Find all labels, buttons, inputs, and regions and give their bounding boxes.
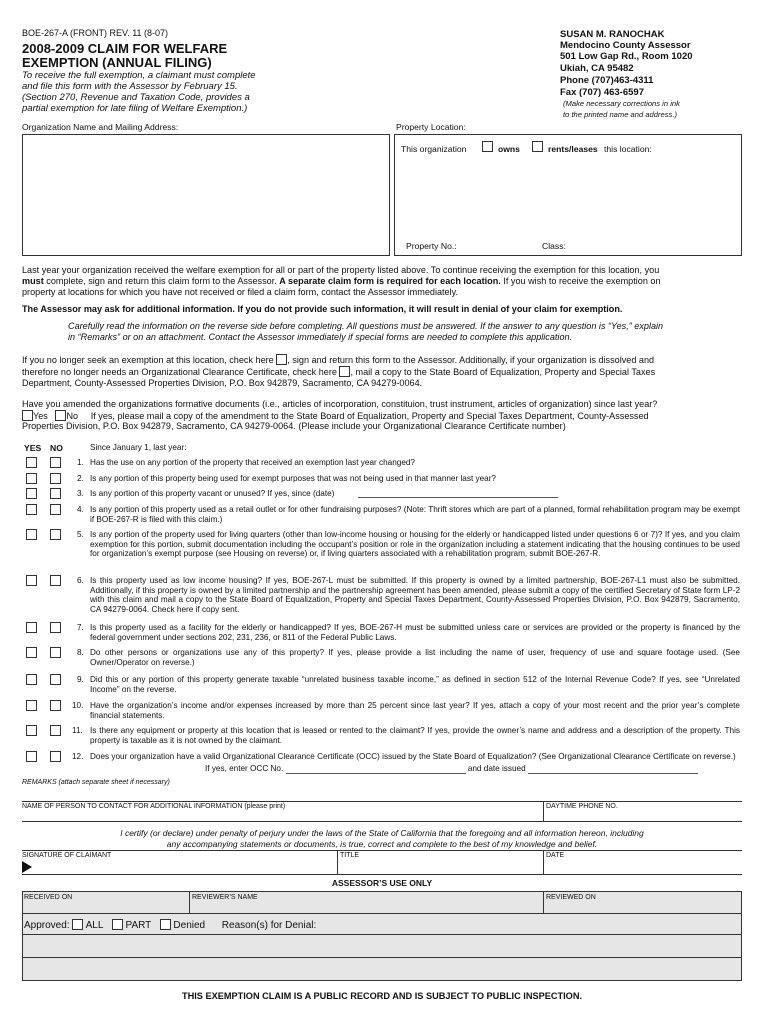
paragraph-5-text-b: If yes, please mail a copy of the amendment to the State Board of Equalization, Property and Special Taxes Department, County-Assessed bbox=[90, 411, 649, 421]
reasons-for-denial-label: Reason(s) for Denial: bbox=[221, 920, 317, 931]
question-text: Do other persons or organizations use any of this property? If yes, please provide a list including the name of user, frequency of use and square footage used. (See Owner/Operator on reverse.) bbox=[90, 648, 740, 667]
question-text: Did this or any portion of this property generate taxable “unrelated business taxable income,” as defined in section 512 of the Internal Revenue Code? If yes, see “Unrelated Income” on the reverse. bbox=[90, 675, 740, 694]
question-12 bbox=[72, 752, 740, 762]
question-6 bbox=[77, 576, 740, 614]
question-number: 9. bbox=[77, 675, 84, 684]
paragraph-1-line-3: property at locations for which you have not received or filed a claim form, contact the Assessor immediately. bbox=[22, 287, 459, 297]
paragraph-4-line-1 bbox=[22, 354, 742, 366]
rents-label: rents/leases bbox=[548, 144, 598, 154]
contact-name-label: NAME OF PERSON TO CONTACT FOR ADDITIONAL INFORMATION (please print) bbox=[22, 803, 286, 810]
dissolved-checkbox[interactable] bbox=[339, 366, 350, 377]
intro-line-4: partial exemption for late filing of Welfare Exemption.) bbox=[22, 103, 248, 114]
assessor-address-1: 501 Low Gap Rd., Room 1020 bbox=[560, 51, 693, 62]
no-column-header: NO bbox=[50, 443, 63, 453]
divider bbox=[22, 957, 742, 958]
class-label: Class: bbox=[542, 241, 566, 251]
amended-yes-checkbox[interactable] bbox=[22, 410, 33, 421]
q12-no-checkbox[interactable] bbox=[50, 751, 61, 762]
assessor-fax: Fax (707) 463-6597 bbox=[560, 87, 644, 98]
q7-yes-checkbox[interactable] bbox=[26, 622, 37, 633]
divider bbox=[543, 850, 544, 874]
q8-no-checkbox[interactable] bbox=[50, 647, 61, 658]
owns-checkbox[interactable] bbox=[482, 141, 493, 152]
q10-no-checkbox[interactable] bbox=[50, 700, 61, 711]
q11-no-checkbox[interactable] bbox=[50, 725, 61, 736]
q7-no-checkbox[interactable] bbox=[50, 622, 61, 633]
divider bbox=[22, 913, 742, 914]
paragraph-5-line-1: Have you amended the organizations formative documents (i.e., articles of incorporation, constituion, trust instrument, articles of organization) since last year? bbox=[22, 399, 658, 409]
certify-line-1: I certify (or declare) under penalty of perjury under the laws of the State of California that the foregoing and all information hereon, including bbox=[120, 828, 644, 838]
divider bbox=[543, 891, 544, 913]
occ-number-field[interactable] bbox=[286, 765, 466, 774]
q5-no-checkbox[interactable] bbox=[50, 529, 61, 540]
paragraph-4-text-b2: , mail a copy to the State Board of Equalization, Property and Special Taxes bbox=[350, 367, 656, 377]
question-number: 12. bbox=[72, 752, 84, 761]
question-text: Does your organization have a valid Organizational Clearance Certificate (OCC) issued by the State Board of Equalization? (See Organizational Clearance Certificate on reverse.) bbox=[90, 752, 736, 761]
question-1 bbox=[77, 458, 740, 468]
no-longer-seek-checkbox[interactable] bbox=[276, 354, 287, 365]
q4-no-checkbox[interactable] bbox=[50, 504, 61, 515]
certify-line-2: any accompanying statements or documents, is true, correct and complete to the best of my knowledge and belief. bbox=[166, 839, 598, 849]
owns-label: owns bbox=[498, 144, 520, 154]
assessor-use-area bbox=[22, 891, 742, 981]
paragraph-4-line-3: Department, County-Assessed Properties Division, P.O. Box 942879, Sacramento, CA 94279-0064. bbox=[22, 378, 423, 388]
question-number: 8. bbox=[77, 648, 84, 657]
paragraph-4-line-2 bbox=[22, 366, 742, 378]
assessors-use-only-heading: ASSESSOR’S USE ONLY bbox=[331, 878, 433, 888]
paragraph-1-text-a: complete, sign and return this claim form to the Assessor. bbox=[46, 276, 277, 286]
denied-checkbox[interactable] bbox=[160, 919, 171, 930]
amended-no-label: No bbox=[66, 411, 79, 421]
sign-here-arrow-icon bbox=[22, 861, 32, 873]
q12-date-issued-text: and date issued bbox=[467, 764, 526, 773]
q12-enter-occ-text: If yes, enter OCC No. bbox=[205, 764, 284, 773]
assessor-title: Mendocino County Assessor bbox=[560, 40, 691, 51]
question-10 bbox=[72, 701, 740, 720]
q3-no-checkbox[interactable] bbox=[50, 488, 61, 499]
question-5 bbox=[77, 530, 740, 559]
org-name-label: Organization Name and Mailing Address: bbox=[22, 122, 179, 132]
question-text: Is this property used as low income housing? If yes, BOE-267-L must be submitted. If this property is owned by a limited partnership, BOE-267-L1 must also be submitted. Additionally, if this property is owned by a limited partnership and the partnership agreement has been amended, please submit a copy of the certified Secretary of State form LP-2 with this claim and mail a copy to the State Board of Equalization, Property and Special Taxes Department, County-Assessed Properties Division, P.O. Box 942879, Sacramento, CA 94279-0064. Check here if copy sent. bbox=[90, 576, 740, 614]
divider bbox=[189, 891, 190, 913]
intro-line-3: (Section 270, Revenue and Taxation Code, provides a bbox=[22, 92, 250, 103]
divider bbox=[22, 934, 742, 935]
signature-label: SIGNATURE OF CLAIMANT bbox=[22, 852, 112, 859]
divider bbox=[22, 801, 742, 802]
approval-row bbox=[24, 919, 316, 932]
q9-yes-checkbox[interactable] bbox=[26, 674, 37, 685]
property-location-label: Property Location: bbox=[396, 122, 466, 132]
date-label: DATE bbox=[546, 852, 565, 859]
title-label: TITLE bbox=[340, 852, 360, 859]
divider bbox=[22, 874, 742, 875]
form-title-line2: EXEMPTION (ANNUAL FILING) bbox=[22, 55, 212, 70]
question-number: 3. bbox=[77, 489, 84, 498]
approved-label: Approved: bbox=[24, 920, 70, 931]
question-text: Is any portion of this property being used for exempt purposes that was not being used in that manner last year? bbox=[90, 474, 496, 483]
all-label: ALL bbox=[85, 920, 104, 931]
question-2 bbox=[77, 474, 740, 484]
occ-date-field[interactable] bbox=[528, 765, 698, 774]
divider bbox=[543, 801, 544, 821]
q3-yes-checkbox[interactable] bbox=[26, 488, 37, 499]
question-text: Is any portion of this property used as a retail outlet or for other fundraising purposes? (Note: Thrift stores which are part of a planned, formal rehabilitation program may be exempt if BOE-267-R is filed with this claim.) bbox=[90, 505, 740, 524]
question-number: 10. bbox=[72, 701, 84, 710]
divider bbox=[22, 821, 742, 822]
question-text: Is any portion of the property used for living quarters (other than low-income housing or housing for the elderly or handicapped listed under questions 6 or 7)? If yes, and you claim exemption for this portion, submit documentation including the occupant’s position or role in the organization including a statement indicating that the housing continues to be used for organization’s exempt purpose (see Housing on reverse) or, if living quarters associated with a rehabilitation program, submit BOE-267-R. bbox=[90, 530, 740, 559]
paragraph-1-line-2 bbox=[22, 276, 742, 287]
q5-yes-checkbox[interactable] bbox=[26, 529, 37, 540]
question-text: Is there any equipment or property at this location that is leased or rented to the claimant? If yes, provide the owner’s name and address and a description of the property. This property is taxable as it is not owned by the claimant. bbox=[90, 726, 740, 745]
assessor-name: SUSAN M. RANOCHAK bbox=[560, 29, 665, 40]
form-id: BOE-267-A (FRONT) REV. 11 (8-07) bbox=[22, 28, 169, 38]
question-number: 6. bbox=[77, 576, 84, 585]
question-number: 2. bbox=[77, 474, 84, 483]
question-text: Has the use on any portion of the property that received an exemption last year changed? bbox=[90, 458, 415, 467]
q11-yes-checkbox[interactable] bbox=[26, 725, 37, 736]
question-number: 1. bbox=[77, 458, 84, 467]
assessor-note-1: (Make necessary corrections in ink bbox=[563, 99, 680, 108]
q6-yes-checkbox[interactable] bbox=[26, 575, 37, 586]
question-text: Have the organization’s income and/or expenses increased by more than 25 percent since last year? If yes, attach a copy of your most recent and the prior year’s complete financial statements. bbox=[90, 701, 740, 720]
q9-no-checkbox[interactable] bbox=[50, 674, 61, 685]
org-name-address-field[interactable] bbox=[22, 134, 390, 256]
paragraph-1-must: must bbox=[22, 276, 44, 286]
part-label: PART bbox=[125, 920, 152, 931]
paragraph-4-text-a2: , sign and return this form to the Assessor. Additionally, if your organization is dissolved and bbox=[287, 355, 655, 365]
yes-column-header: YES bbox=[24, 443, 42, 453]
assessor-note-2: to the printed name and address.) bbox=[563, 110, 677, 119]
paragraph-4-text-b: therefore no longer needs an Organizational Clearance Certificate, check here bbox=[22, 367, 337, 377]
q12-enter-occ bbox=[205, 764, 698, 774]
q6-no-checkbox[interactable] bbox=[50, 575, 61, 586]
reviewer-name-label: REVIEWER’S NAME bbox=[192, 894, 258, 901]
question-11 bbox=[72, 726, 740, 745]
question-number: 7. bbox=[77, 623, 84, 632]
this-location-text: this location: bbox=[604, 144, 652, 154]
question-4 bbox=[77, 505, 740, 524]
paragraph-1-line-1: Last year your organization received the welfare exemption for all or part of the property listed above. To continue receiving the exemption for this location, you bbox=[22, 265, 660, 275]
q2-no-checkbox[interactable] bbox=[50, 473, 61, 484]
q8-yes-checkbox[interactable] bbox=[26, 647, 37, 658]
paragraph-2: The Assessor may ask for additional information. If you do not provide such information, it will result in denial of your claim for exemption. bbox=[22, 304, 623, 314]
assessor-address-2: Ukiah, CA 95482 bbox=[560, 63, 634, 74]
intro-line-1: To receive the full exemption, a claimant must complete bbox=[22, 70, 256, 81]
approved-all-checkbox[interactable] bbox=[72, 919, 83, 930]
question-9 bbox=[77, 675, 740, 694]
question-text: Is this property used as a facility for the elderly or handicapped? If yes, BOE-267-H must be submitted unless care or services are provided or the property is financed by the federal government under sections 202, 231, 236, or 811 of the Federal Public Laws. bbox=[90, 623, 740, 642]
amended-no-checkbox[interactable] bbox=[55, 410, 66, 421]
divider bbox=[22, 850, 742, 851]
intro-line-2: and file this form with the Assessor by February 15. bbox=[22, 81, 238, 92]
q4-yes-checkbox[interactable] bbox=[26, 504, 37, 515]
remarks-label: REMARKS (attach separate sheet if necessary) bbox=[22, 779, 170, 786]
question-number: 4. bbox=[77, 505, 84, 514]
question-7 bbox=[77, 623, 740, 642]
q12-yes-checkbox[interactable] bbox=[26, 751, 37, 762]
public-record-footer: THIS EXEMPTION CLAIM IS A PUBLIC RECORD AND IS SUBJECT TO PUBLIC INSPECTION. bbox=[181, 991, 583, 1001]
remarks-field[interactable] bbox=[22, 787, 742, 801]
question-number: 5. bbox=[77, 530, 84, 539]
paragraph-3-line-1: Carefully read the information on the reverse side before completing. All questions must be answered. If the answer to any question is “Yes,” explain bbox=[68, 321, 664, 331]
reviewed-on-label: REVIEWED ON bbox=[546, 894, 596, 901]
approved-part-checkbox[interactable] bbox=[112, 919, 123, 930]
q10-yes-checkbox[interactable] bbox=[26, 700, 37, 711]
question-number: 11. bbox=[72, 726, 83, 735]
question-8 bbox=[77, 648, 740, 667]
question-text: Is any portion of this property vacant or unused? If yes, since (date) bbox=[90, 489, 335, 498]
paragraph-1-bold-b: A separate claim form is required for each location. bbox=[279, 276, 501, 286]
divider bbox=[337, 850, 338, 874]
q1-yes-checkbox[interactable] bbox=[26, 457, 37, 468]
paragraph-1-text-b: If you wish to receive the exemption on bbox=[503, 276, 661, 286]
denied-label: Denied bbox=[173, 920, 206, 931]
paragraph-3-line-2: in “Remarks” or on an attachment. Contact the Assessor immediately if special forms are needed to complete this application. bbox=[68, 332, 573, 342]
property-no-label: Property No.: bbox=[406, 241, 457, 251]
form-title-line1: 2008-2009 CLAIM FOR WELFARE bbox=[22, 41, 228, 56]
received-on-label: RECEIVED ON bbox=[24, 894, 73, 901]
amended-yes-label: Yes bbox=[33, 411, 48, 421]
paragraph-4-text-a: If you no longer seek an exemption at this location, check here bbox=[22, 355, 274, 365]
q2-yes-checkbox[interactable] bbox=[26, 473, 37, 484]
since-january-text: Since January 1, last year: bbox=[90, 443, 187, 452]
assessor-phone: Phone (707)463-4311 bbox=[560, 75, 654, 86]
this-organization-text: This organization bbox=[401, 144, 467, 154]
vacant-since-date-field[interactable] bbox=[358, 497, 558, 498]
paragraph-5-line-3: Properties Division, P.O. Box 942879, Sacramento, CA 94279-0064. (Please include your Organizational Clearance Certificate number) bbox=[22, 421, 566, 431]
rents-checkbox[interactable] bbox=[532, 141, 543, 152]
daytime-phone-label: DAYTIME PHONE NO. bbox=[546, 803, 618, 810]
q1-no-checkbox[interactable] bbox=[50, 457, 61, 468]
